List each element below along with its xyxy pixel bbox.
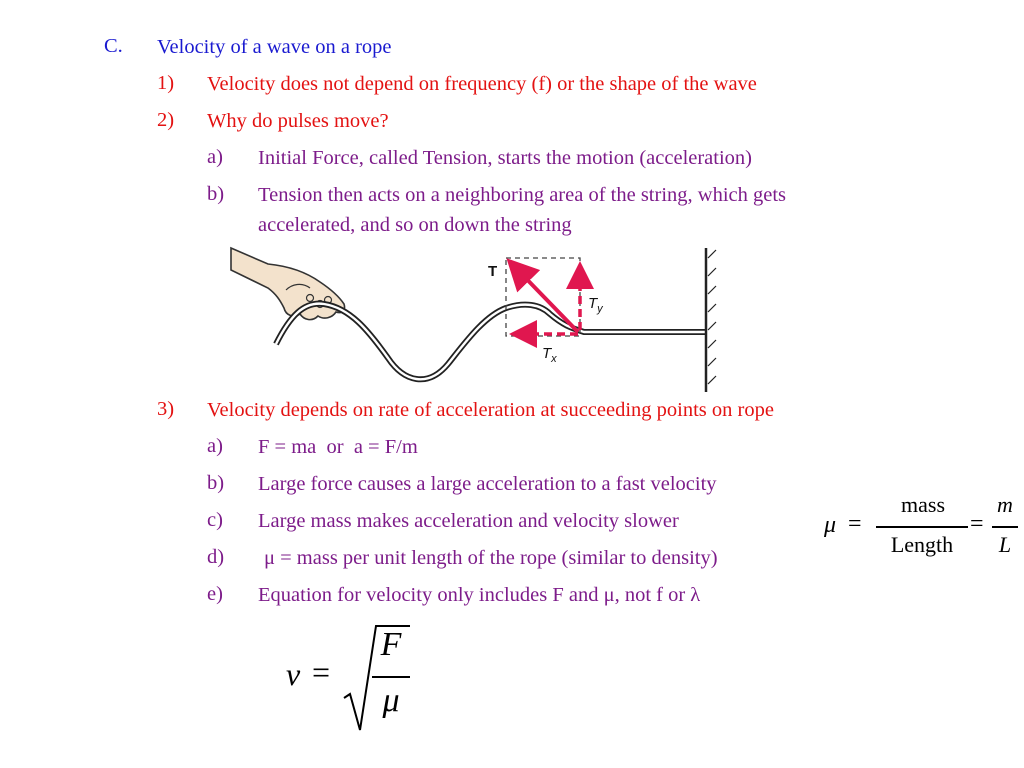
outline-marker: c) xyxy=(207,509,223,531)
fraction-denominator: Length xyxy=(890,532,954,557)
wall xyxy=(706,248,716,392)
outline-marker: b) xyxy=(207,472,225,494)
outline-text-line1: Tension then acts on a neighboring area of the string, which gets xyxy=(258,184,787,206)
rope-wave xyxy=(276,304,706,380)
outline-marker: 3) xyxy=(157,398,175,420)
outline-marker: b) xyxy=(207,183,225,205)
label-ty: $T_y$ xyxy=(588,295,603,315)
outline-text: Velocity does not depend on frequency (f) or the shape of the wave xyxy=(207,73,757,95)
outline-text: Equation for velocity only includes F and μ, not f or λ xyxy=(258,584,701,606)
outline-text: F = ma or a = F/m xyxy=(258,436,418,458)
outline-text-line2: accelerated, and so on down the string xyxy=(258,214,572,236)
fraction-numerator: mass xyxy=(901,492,945,517)
outline-text: Velocity of a wave on a rope xyxy=(157,36,392,58)
outline-text: Velocity depends on rate of acceleration at succeeding points on rope xyxy=(207,399,774,421)
outline-marker: C. xyxy=(104,35,123,57)
outline-text: μ = mass per unit length of the rope (similar to density) xyxy=(264,547,718,569)
label-t: T xyxy=(488,263,498,280)
fraction-bar xyxy=(992,526,1018,528)
equals-sign: = xyxy=(970,511,984,537)
fraction-numerator: F xyxy=(380,626,402,663)
fraction-denominator: μ xyxy=(382,682,400,719)
fraction-bar xyxy=(372,676,410,678)
outline-marker: d) xyxy=(207,546,225,568)
tension-arrow xyxy=(512,264,578,332)
label-tx: $T_x$ xyxy=(542,345,557,365)
outline-marker: 1) xyxy=(157,72,175,94)
rope-tension-figure xyxy=(228,246,728,394)
outline-marker: 2) xyxy=(157,109,175,131)
velocity-symbol: v xyxy=(286,656,301,692)
velocity-formula xyxy=(284,620,424,736)
outline-text: Why do pulses move? xyxy=(207,110,389,132)
fraction-denominator: L xyxy=(998,532,1012,557)
mu-formula xyxy=(822,492,1022,562)
equals-sign: = xyxy=(848,511,862,537)
hand-icon xyxy=(231,248,345,320)
outline-marker: a) xyxy=(207,146,223,168)
outline-text: Large mass makes acceleration and velocity slower xyxy=(258,510,679,532)
equals-sign: = xyxy=(312,654,331,690)
outline-marker: e) xyxy=(207,583,223,605)
outline-text: Initial Force, called Tension, starts the motion (acceleration) xyxy=(258,147,753,169)
outline-marker: a) xyxy=(207,435,223,457)
outline-text: Large force causes a large acceleration to a fast velocity xyxy=(258,473,717,495)
fraction-bar xyxy=(876,526,968,528)
fraction-numerator: m xyxy=(997,492,1013,517)
mu-symbol: μ xyxy=(824,512,837,538)
